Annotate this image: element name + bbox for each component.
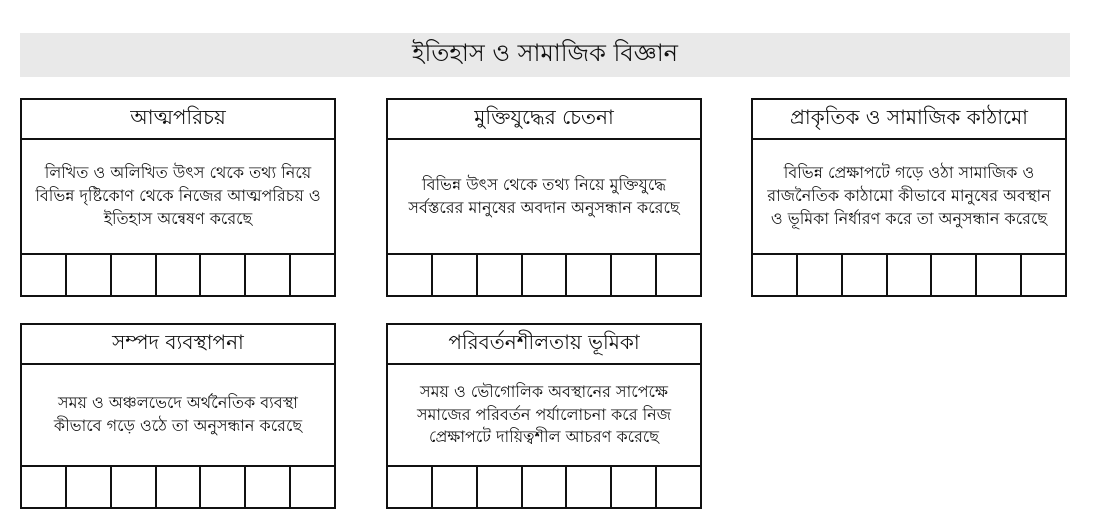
rating-cell[interactable] bbox=[523, 255, 568, 295]
rating-cell[interactable] bbox=[612, 255, 657, 295]
rating-cell[interactable] bbox=[433, 467, 478, 507]
rating-cell[interactable] bbox=[798, 255, 843, 295]
rating-grid bbox=[388, 253, 700, 295]
page-title: ইতিহাস ও সামাজিক বিজ্ঞান bbox=[20, 33, 1070, 77]
rating-cell[interactable] bbox=[157, 467, 202, 507]
rating-cell[interactable] bbox=[388, 255, 433, 295]
rating-cell[interactable] bbox=[201, 255, 246, 295]
card-description: বিভিন্ন উৎস থেকে তথ্য নিয়ে মুক্তিযুদ্ধে সর্বস্তরের মানুষের অবদান অনুসন্ধান করেছে bbox=[408, 174, 680, 217]
rating-cell[interactable] bbox=[753, 255, 798, 295]
rating-cell[interactable] bbox=[478, 467, 523, 507]
rating-cell[interactable] bbox=[932, 255, 977, 295]
rating-cell[interactable] bbox=[291, 467, 334, 507]
rating-grid bbox=[388, 465, 700, 507]
rating-cell[interactable] bbox=[157, 255, 202, 295]
rating-cell[interactable] bbox=[567, 467, 612, 507]
rating-cell[interactable] bbox=[433, 255, 478, 295]
card-heading: পরিবর্তনশীলতায় ভূমিকা bbox=[388, 325, 700, 365]
card-heading: সম্পদ ব্যবস্থাপনা bbox=[22, 325, 334, 365]
rating-grid bbox=[22, 465, 334, 507]
rating-cell[interactable] bbox=[112, 255, 157, 295]
rating-grid bbox=[753, 253, 1065, 295]
card-description: সময় ও অঞ্চলভেদে অর্থনৈতিক ব্যবস্থা কীভাবে গড়ে ওঠে তা অনুসন্ধান করেছে bbox=[53, 393, 303, 435]
rating-cell[interactable] bbox=[888, 255, 933, 295]
card-heading: মুক্তিযুদ্ধের চেতনা bbox=[388, 100, 700, 140]
rating-cell[interactable] bbox=[201, 467, 246, 507]
competency-card-role-in-change bbox=[386, 323, 702, 509]
card-heading: প্রাকৃতিক ও সামাজিক কাঠামো bbox=[753, 100, 1065, 140]
competency-card-natural-social-structure bbox=[751, 98, 1067, 297]
rating-cell[interactable] bbox=[657, 255, 700, 295]
card-description: লিখিত ও অলিখিত উৎস থেকে তথ্য নিয়ে বিভিন্ন দৃষ্টিকোণ থেকে নিজের আত্মপরিচয় ও ইতিহাস অন্বেষণ করেছে bbox=[35, 163, 321, 228]
rating-cell[interactable] bbox=[246, 467, 291, 507]
rating-cell[interactable] bbox=[478, 255, 523, 295]
card-description: সময় ও ভৌগোলিক অবস্থানের সাপেক্ষে সমাজের পরিবর্তন পর্যালোচনা করে নিজ প্রেক্ষাপটে দায়িত্বশীল আচরণ করেছে bbox=[416, 381, 672, 447]
card-description: বিভিন্ন প্রেক্ষাপটে গড়ে ওঠা সামাজিক ও রাজনৈতিক কাঠামো কীভাবে মানুষের অবস্থান ও ভূমিকা নির্ধারণ করে তা অনুসন্ধান করেছে bbox=[767, 163, 1051, 228]
rating-grid bbox=[22, 253, 334, 295]
rating-cell[interactable] bbox=[567, 255, 612, 295]
rating-cell[interactable] bbox=[977, 255, 1022, 295]
rating-cell[interactable] bbox=[1022, 255, 1065, 295]
rating-cell[interactable] bbox=[291, 255, 334, 295]
rating-cell[interactable] bbox=[657, 467, 700, 507]
rating-cell[interactable] bbox=[523, 467, 568, 507]
rating-cell[interactable] bbox=[67, 255, 112, 295]
rating-cell[interactable] bbox=[22, 255, 67, 295]
rating-cell[interactable] bbox=[22, 467, 67, 507]
rating-cell[interactable] bbox=[388, 467, 433, 507]
rating-cell[interactable] bbox=[112, 467, 157, 507]
competency-card-liberation-war bbox=[386, 98, 702, 297]
competency-card-self-identity bbox=[20, 98, 336, 297]
competency-card-resource-management bbox=[20, 323, 336, 509]
rating-cell[interactable] bbox=[67, 467, 112, 507]
rating-cell[interactable] bbox=[612, 467, 657, 507]
rating-cell[interactable] bbox=[246, 255, 291, 295]
card-heading: আত্মপরিচয় bbox=[22, 100, 334, 140]
rating-cell[interactable] bbox=[843, 255, 888, 295]
